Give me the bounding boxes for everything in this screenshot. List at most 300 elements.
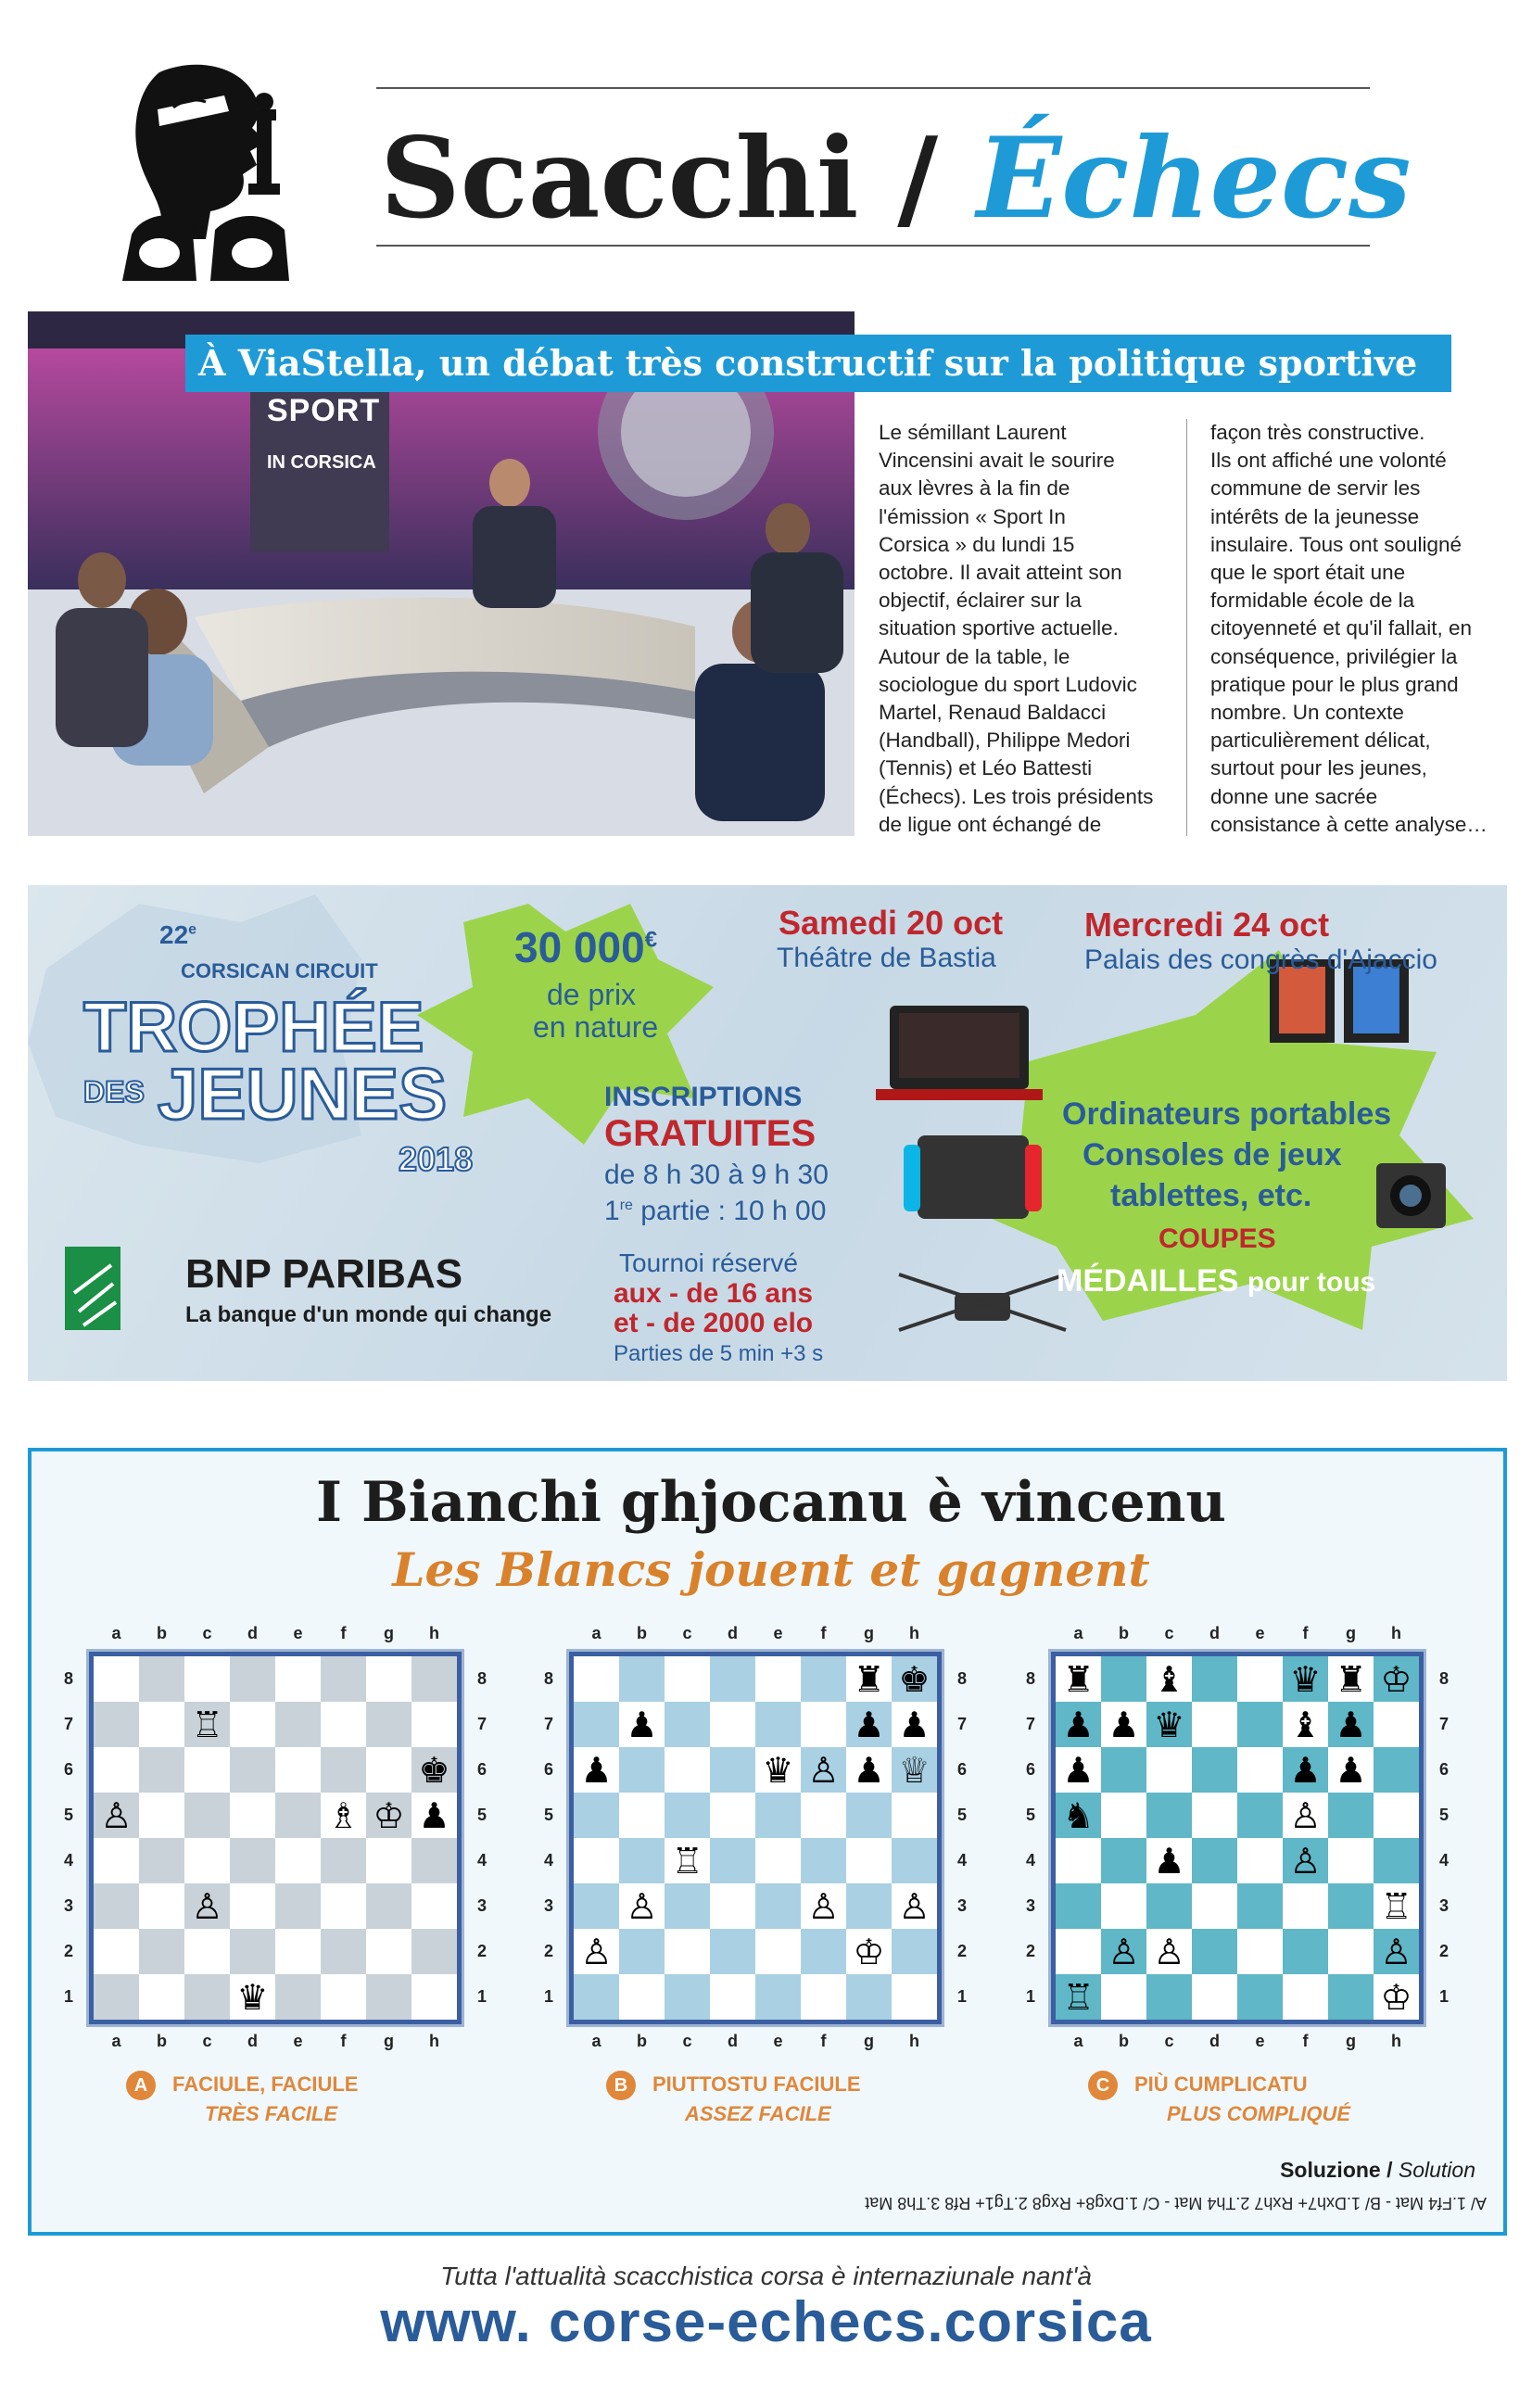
ad-medailles	[1057, 1263, 1375, 1299]
chess-piece: ♜	[1062, 1658, 1095, 1700]
board-square[interactable]	[892, 1929, 937, 1974]
board-square[interactable]	[574, 1747, 619, 1793]
chess-piece: ♖	[1380, 1885, 1412, 1927]
board-square[interactable]	[411, 1793, 457, 1838]
ad-hours: de 8 h 30 à 9 h 30	[604, 1160, 829, 1190]
board-square[interactable]	[411, 1656, 457, 1702]
ad-venue2: Palais des congrès d'Ajaccio	[1084, 944, 1437, 975]
board-square[interactable]	[801, 1974, 846, 2020]
board-square[interactable]	[710, 1702, 755, 1747]
board-square[interactable]	[801, 1747, 846, 1793]
ad-prize-amount: 30 000	[514, 923, 645, 971]
board-square[interactable]	[1056, 1656, 1101, 1702]
board-square[interactable]	[574, 1974, 619, 2020]
board-square[interactable]	[275, 1883, 321, 1929]
board-square[interactable]	[1374, 1747, 1419, 1793]
ad-venue1: Théâtre de Bastia	[777, 943, 996, 973]
board-square[interactable]	[184, 1702, 230, 1747]
board-square[interactable]	[1146, 1929, 1192, 1974]
chess-piece: ♕	[898, 1749, 931, 1791]
board-square[interactable]	[892, 1838, 937, 1883]
puzzle-badge-a: A	[126, 2071, 156, 2100]
board-square[interactable]	[846, 1974, 892, 2020]
board-square[interactable]	[230, 1656, 275, 1702]
board-square[interactable]	[275, 1656, 321, 1702]
board-square[interactable]	[230, 1838, 275, 1883]
rank-label: 7	[1025, 1714, 1035, 1733]
board-square[interactable]	[139, 1883, 184, 1929]
file-label: b	[157, 1624, 167, 1642]
article-column-1: Le sémillant Laurent Vincensini avait le sourire aux lèvres à la fin de l'émission « Sport In Corsica » du lundi 15 octobre. Il avait atteint son objectif, éclairer sur la situation sportive actuelle. Autour de la table, le sociologue du sport Ludovic Martel, Renaud Baldacci (Handball), Philippe Medori (Tennis) et Léo Battesti (Échecs). Les trois présidents de ligue ont échangé de	[879, 421, 1154, 836]
file-label: e	[293, 1624, 303, 1642]
board-square[interactable]	[1146, 1883, 1192, 1929]
board-square[interactable]	[1283, 1883, 1328, 1929]
board-square[interactable]	[846, 1883, 892, 1929]
puzzle-level: FACIULE, FACIULE	[172, 2072, 359, 2096]
rank-label: 3	[543, 1895, 553, 1915]
board-square[interactable]	[1101, 1929, 1146, 1974]
board-square[interactable]	[184, 1974, 230, 2020]
ad-first-round-num: 1	[604, 1196, 620, 1226]
board-square[interactable]	[665, 1793, 710, 1838]
file-label: g	[1346, 2032, 1356, 2050]
board-square[interactable]	[1101, 1747, 1146, 1793]
chess-piece: ♟	[1108, 1704, 1140, 1745]
ad-gratuites: GRATUITES	[604, 1113, 817, 1154]
board-square[interactable]	[665, 1702, 710, 1747]
board-square[interactable]	[801, 1793, 846, 1838]
board-square[interactable]	[94, 1883, 139, 1929]
file-label: d	[728, 2032, 738, 2050]
board-square[interactable]	[1328, 1838, 1374, 1883]
board-square[interactable]	[184, 1656, 230, 1702]
file-label: a	[1073, 2032, 1083, 2050]
board-square[interactable]	[846, 1656, 892, 1702]
board-square[interactable]	[139, 1793, 184, 1838]
board-square[interactable]	[1237, 1883, 1283, 1929]
board-square[interactable]	[1056, 1929, 1101, 1974]
ad-coupes: COUPES	[1158, 1223, 1276, 1254]
board-square[interactable]	[710, 1747, 755, 1793]
board-square[interactable]	[94, 1702, 139, 1747]
board-square[interactable]	[892, 1747, 937, 1793]
board-square[interactable]	[1192, 1883, 1237, 1929]
board-square[interactable]	[1101, 1883, 1146, 1929]
board-square[interactable]	[755, 1702, 801, 1747]
board-square[interactable]	[1328, 1747, 1374, 1793]
rank-label: 2	[1025, 1941, 1035, 1960]
board-square[interactable]	[755, 1747, 801, 1793]
board-square[interactable]	[1374, 1974, 1419, 2020]
file-label: f	[340, 1624, 347, 1642]
board-square[interactable]	[1192, 1747, 1237, 1793]
board-square[interactable]	[94, 1929, 139, 1974]
board-square[interactable]	[574, 1929, 619, 1974]
board-square[interactable]	[1283, 1929, 1328, 1974]
board-square[interactable]	[1056, 1702, 1101, 1747]
puzzle-title: I Bianchi ghjocanu è vincenu	[316, 1470, 1226, 1535]
rank-label: 6	[1438, 1759, 1449, 1779]
ad-bank-slogan: La banque d'un monde qui change	[185, 1302, 552, 1327]
board-square[interactable]	[665, 1929, 710, 1974]
board-square[interactable]	[710, 1929, 755, 1974]
board-square[interactable]	[411, 1838, 457, 1883]
board-square[interactable]	[619, 1974, 665, 2020]
board-square[interactable]	[230, 1747, 275, 1793]
chess-piece: ♟	[1289, 1749, 1322, 1791]
board-square[interactable]	[710, 1974, 755, 2020]
board-square[interactable]	[1328, 1883, 1374, 1929]
board-square[interactable]	[1056, 1747, 1101, 1793]
board-square[interactable]	[574, 1793, 619, 1838]
board-square[interactable]	[801, 1702, 846, 1747]
rank-label: 6	[543, 1759, 553, 1779]
board-square[interactable]	[1192, 1838, 1237, 1883]
board-square[interactable]	[321, 1838, 366, 1883]
board-square[interactable]	[321, 1929, 366, 1974]
file-label: g	[864, 1624, 874, 1642]
board-square[interactable]	[1101, 1793, 1146, 1838]
ad-edition	[159, 920, 196, 950]
board-square[interactable]	[1192, 1793, 1237, 1838]
board-square[interactable]	[366, 1838, 411, 1883]
board-square[interactable]	[1101, 1838, 1146, 1883]
board-square[interactable]	[275, 1747, 321, 1793]
board-square[interactable]	[1283, 1702, 1328, 1747]
chess-piece: ♙	[626, 1885, 658, 1927]
board-square[interactable]	[892, 1883, 937, 1929]
ad-parties: Parties de 5 min +3 s	[614, 1341, 824, 1366]
board-square[interactable]	[321, 1747, 366, 1793]
chess-piece: ♟	[1062, 1749, 1095, 1791]
chess-piece: ♛	[1289, 1658, 1322, 1700]
board-square[interactable]	[710, 1793, 755, 1838]
board-square[interactable]	[184, 1793, 230, 1838]
file-label: g	[864, 2032, 874, 2050]
article-headline: À ViaStella, un débat très constructif sur la politique sportive	[185, 335, 1451, 392]
board-square[interactable]	[665, 1974, 710, 2020]
board-square[interactable]	[275, 1838, 321, 1883]
board-square[interactable]	[1328, 1929, 1374, 1974]
board-square[interactable]	[94, 1838, 139, 1883]
board-square[interactable]	[94, 1793, 139, 1838]
file-label: f	[820, 2032, 827, 2050]
chess-piece: ♔	[853, 1931, 885, 1972]
board-square[interactable]	[710, 1838, 755, 1883]
board-square[interactable]	[846, 1702, 892, 1747]
chess-piece: ♟	[1153, 1840, 1185, 1882]
board-square[interactable]	[230, 1883, 275, 1929]
rank-label: 4	[1025, 1850, 1035, 1869]
board-square[interactable]	[1328, 1656, 1374, 1702]
board-square[interactable]	[1283, 1838, 1328, 1883]
chess-piece: ♟	[1335, 1704, 1367, 1745]
board-square[interactable]	[1328, 1702, 1374, 1747]
board-square[interactable]	[801, 1656, 846, 1702]
board-square[interactable]	[619, 1929, 665, 1974]
board-square[interactable]	[574, 1702, 619, 1747]
file-label: d	[728, 1624, 738, 1642]
rank-label: 2	[956, 1941, 967, 1960]
board-square[interactable]	[846, 1838, 892, 1883]
board-square[interactable]	[366, 1883, 411, 1929]
puzzle-level: PIUTTOSTU FACIULE	[652, 2072, 861, 2096]
board-square[interactable]	[1237, 1929, 1283, 1974]
rank-label: 3	[476, 1895, 487, 1915]
board-square[interactable]	[1101, 1656, 1146, 1702]
tournament-ad	[28, 885, 1507, 1381]
chess-piece: ♖	[191, 1704, 223, 1745]
board-square[interactable]	[139, 1702, 184, 1747]
board-square[interactable]	[1056, 1838, 1101, 1883]
rank-label: 8	[476, 1668, 487, 1688]
ad-des: DES	[83, 1075, 145, 1109]
board-square[interactable]	[1056, 1974, 1101, 2020]
board-square[interactable]	[801, 1929, 846, 1974]
board-square[interactable]	[411, 1929, 457, 1974]
board-square[interactable]	[321, 1793, 366, 1838]
board-square[interactable]	[755, 1883, 801, 1929]
footer-tagline: Tutta l'attualità scacchistica corsa è internaziunale nant'à	[440, 2262, 1092, 2290]
puzzle-level: PIÙ CUMPLICATU	[1134, 2072, 1308, 2096]
file-label: d	[1209, 2032, 1220, 2050]
board-square[interactable]	[665, 1747, 710, 1793]
board-square[interactable]	[366, 1747, 411, 1793]
puzzle-subtitle: Les Blancs jouent et gagnent	[392, 1542, 1150, 1597]
chess-piece: ♙	[807, 1749, 840, 1791]
board-square[interactable]	[1374, 1702, 1419, 1747]
board-square[interactable]	[1283, 1747, 1328, 1793]
rank-label: 8	[956, 1668, 967, 1688]
board-square[interactable]	[619, 1656, 665, 1702]
board-square[interactable]	[892, 1793, 937, 1838]
rank-label: 4	[1438, 1850, 1449, 1869]
ad-pour-tous: pour tous	[1247, 1267, 1376, 1298]
board-square[interactable]	[1101, 1702, 1146, 1747]
board-square[interactable]	[1237, 1656, 1283, 1702]
board-square[interactable]	[94, 1747, 139, 1793]
board-square[interactable]	[321, 1656, 366, 1702]
ad-date2: Mercredi 24 oct	[1084, 906, 1330, 944]
board-square[interactable]	[230, 1929, 275, 1974]
board-square[interactable]	[275, 1974, 321, 2020]
solution-label: Soluzione /	[1280, 2158, 1399, 2182]
ad-year: 2018	[399, 1140, 474, 1178]
board-square[interactable]	[1056, 1883, 1101, 1929]
board-square[interactable]	[1237, 1747, 1283, 1793]
rank-label: 4	[476, 1850, 487, 1869]
board-square[interactable]	[321, 1883, 366, 1929]
board-square[interactable]	[275, 1793, 321, 1838]
board-square[interactable]	[710, 1656, 755, 1702]
board-square[interactable]	[1146, 1974, 1192, 2020]
board-square[interactable]	[1146, 1656, 1192, 1702]
board-square[interactable]	[94, 1974, 139, 2020]
board-square[interactable]	[619, 1838, 665, 1883]
board-square[interactable]	[1283, 1656, 1328, 1702]
board-square[interactable]	[665, 1656, 710, 1702]
board-square[interactable]	[230, 1793, 275, 1838]
board-square[interactable]	[139, 1656, 184, 1702]
board-square[interactable]	[619, 1793, 665, 1838]
board-square[interactable]	[1101, 1974, 1146, 2020]
board-square[interactable]	[892, 1656, 937, 1702]
board-square[interactable]	[1283, 1793, 1328, 1838]
board-square[interactable]	[1146, 1793, 1192, 1838]
rank-label: 1	[543, 1986, 553, 2006]
board-square[interactable]	[411, 1702, 457, 1747]
header-rule-bottom	[376, 245, 1370, 247]
chess-piece: ♟	[853, 1704, 885, 1745]
file-label: g	[384, 1624, 394, 1642]
board-square[interactable]	[1374, 1793, 1419, 1838]
board-square[interactable]	[366, 1974, 411, 2020]
board-square[interactable]	[1328, 1793, 1374, 1838]
ad-first-round-rest: partie : 10 h 00	[632, 1196, 827, 1226]
board-square[interactable]	[846, 1747, 892, 1793]
puzzle-level-fr: TRÈS FACILE	[205, 2102, 338, 2125]
board-square[interactable]	[230, 1702, 275, 1747]
board-square[interactable]	[1374, 1838, 1419, 1883]
photo-sign-in-corsica: IN CORSICA	[267, 452, 376, 473]
board-square[interactable]	[1192, 1929, 1237, 1974]
file-label: f	[820, 1624, 827, 1642]
chess-piece: ♔	[1380, 1976, 1412, 2018]
board-square[interactable]	[665, 1883, 710, 1929]
board-square[interactable]	[275, 1702, 321, 1747]
board-square[interactable]	[846, 1793, 892, 1838]
board-square[interactable]	[619, 1747, 665, 1793]
board-square[interactable]	[892, 1702, 937, 1747]
board-square[interactable]	[801, 1838, 846, 1883]
board-square[interactable]	[755, 1793, 801, 1838]
rank-label: 6	[63, 1759, 73, 1779]
board-square[interactable]	[1192, 1656, 1237, 1702]
board-square[interactable]	[1237, 1838, 1283, 1883]
board-square[interactable]	[184, 1838, 230, 1883]
board-square[interactable]	[1237, 1793, 1283, 1838]
board-square[interactable]	[139, 1974, 184, 2020]
board-square[interactable]	[755, 1974, 801, 2020]
board-square[interactable]	[710, 1883, 755, 1929]
board-square[interactable]	[94, 1656, 139, 1702]
file-label: c	[682, 1624, 692, 1642]
board-square[interactable]	[755, 1838, 801, 1883]
footer-url[interactable]: www. corse-echecs.corsica	[380, 2290, 1152, 2354]
board-square[interactable]	[1283, 1974, 1328, 2020]
rank-label: 5	[1025, 1805, 1035, 1824]
chess-piece: ♚	[898, 1658, 931, 1700]
rank-label: 3	[1025, 1895, 1035, 1915]
board-square[interactable]	[366, 1656, 411, 1702]
rank-label: 5	[1438, 1805, 1449, 1824]
board-square[interactable]	[411, 1747, 457, 1793]
board-square[interactable]	[1146, 1838, 1192, 1883]
board-square[interactable]	[755, 1656, 801, 1702]
board-square[interactable]	[1056, 1793, 1101, 1838]
board-square[interactable]	[139, 1929, 184, 1974]
board-square[interactable]	[755, 1929, 801, 1974]
board-square[interactable]	[1146, 1702, 1192, 1747]
file-label: e	[773, 1624, 783, 1642]
board-square[interactable]	[184, 1929, 230, 1974]
board-square[interactable]	[184, 1747, 230, 1793]
file-label: c	[682, 2032, 692, 2050]
chess-piece: ♙	[1108, 1931, 1140, 1972]
board-square[interactable]	[1374, 1656, 1419, 1702]
file-label: h	[1391, 1624, 1401, 1642]
ad-trophee: TROPHÉE	[83, 988, 424, 1067]
board-square[interactable]	[665, 1838, 710, 1883]
board-square[interactable]	[574, 1838, 619, 1883]
board-square[interactable]	[846, 1929, 892, 1974]
board-square[interactable]	[321, 1974, 366, 2020]
rank-label: 1	[956, 1986, 967, 2006]
rank-label: 5	[543, 1805, 553, 1824]
board-square[interactable]	[619, 1883, 665, 1929]
board-square[interactable]	[1374, 1929, 1419, 1974]
chess-piece: ♙	[1289, 1794, 1322, 1836]
chess-piece: ♞	[1062, 1794, 1095, 1836]
ad-bank-name: BNP PARIBAS	[185, 1251, 463, 1297]
file-label: a	[591, 1624, 601, 1642]
board-square[interactable]	[411, 1883, 457, 1929]
file-label: f	[340, 2032, 347, 2050]
board-square[interactable]	[574, 1656, 619, 1702]
chess-piece: ♖	[671, 1840, 703, 1882]
board-square[interactable]	[321, 1702, 366, 1747]
rank-label: 6	[476, 1759, 487, 1779]
chess-piece: ♛	[762, 1749, 794, 1791]
chess-piece: ♟	[626, 1704, 658, 1745]
file-label: f	[1302, 1624, 1309, 1642]
board-square[interactable]	[139, 1838, 184, 1883]
chess-piece: ♟	[1335, 1749, 1367, 1791]
board-square[interactable]	[1192, 1974, 1237, 2020]
board-square[interactable]	[366, 1702, 411, 1747]
board-square[interactable]	[230, 1974, 275, 2020]
ad-elo: et - de 2000 elo	[614, 1308, 814, 1338]
puzzle-badge-c: C	[1088, 2071, 1118, 2100]
title-main: Scacchi /	[380, 113, 977, 244]
board-square[interactable]	[1237, 1974, 1283, 2020]
board-square[interactable]	[139, 1747, 184, 1793]
file-label: c	[202, 2032, 212, 2050]
rank-label: 6	[956, 1759, 967, 1779]
board-square[interactable]	[1192, 1702, 1237, 1747]
board-square[interactable]	[574, 1883, 619, 1929]
puzzle-panel	[28, 1448, 1507, 2236]
file-label: b	[1119, 2032, 1129, 2050]
board-square[interactable]	[892, 1974, 937, 2020]
board-square[interactable]	[184, 1883, 230, 1929]
rank-label: 4	[543, 1850, 553, 1869]
board-square[interactable]	[801, 1883, 846, 1929]
board-square[interactable]	[1374, 1883, 1419, 1929]
board-square[interactable]	[275, 1929, 321, 1974]
board-square[interactable]	[1146, 1747, 1192, 1793]
ad-date1: Samedi 20 oct	[779, 904, 1004, 942]
board-square[interactable]	[411, 1974, 457, 2020]
chess-piece: ♖	[1062, 1976, 1095, 2018]
board-square[interactable]	[1328, 1974, 1374, 2020]
board-square[interactable]	[619, 1702, 665, 1747]
board-square[interactable]	[1237, 1702, 1283, 1747]
file-label: e	[1255, 1624, 1265, 1642]
chess-piece: ♛	[1153, 1704, 1185, 1745]
board-square[interactable]	[366, 1929, 411, 1974]
board-square[interactable]	[366, 1793, 411, 1838]
